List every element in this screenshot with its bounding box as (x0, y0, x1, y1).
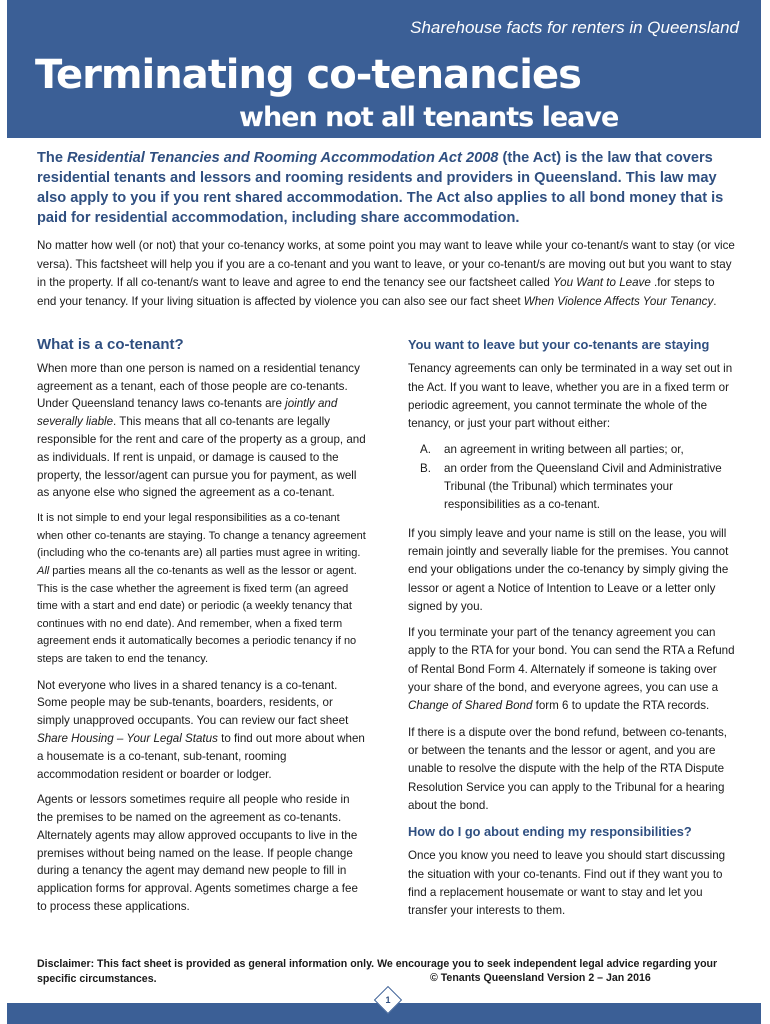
copyright: © Tenants Queensland Version 2 – Jan 2016 (430, 972, 651, 984)
list-item: A. an agreement in writing between all parties; or, (420, 443, 684, 457)
page-subtitle: when not all tenants leave (239, 102, 619, 133)
paragraph: It is not simple to end your legal responsibilities as a co-tenant when other co-tenants are staying. To change a tenancy agreement (including who the co-tenants are) all parties must agree in writing. All parties means all the co-tenants as well as the lessor or agent. This is the case whether the agreement is fixed term (an agreed time with a start and end date) or periodic (a weekly tenancy that continues with no end date). And remember, when a fixed term agreement ends it automatically becomes a periodic tenancy if no steps are taken to end the tenancy. (37, 512, 366, 665)
list-item: B. an order from the Queensland Civil and Administrative Tribunal (the Tribunal) which terminates your responsibilities as a co-tenant. (420, 461, 722, 512)
paragraph: Once you know you need to leave you should start discussing the situation with your co-tenants. Find out if they want you to find a replacement housemate or want to stay and let you transfer your interests to them. (408, 849, 726, 918)
factsheet-ref-violence: When Violence Affects Your Tenancy (523, 294, 714, 308)
lead-paragraph: The Residential Tenancies and Rooming Accommodation Act 2008 (the Act) is the law that covers residential tenants and lessors and rooming residents and providers in Queensland. This law may also apply to you if you rent shared accommodation. The Act also applies to all bond money that is paid for residential accommodation, including share accommodation. (37, 150, 724, 226)
paragraph: If you simply leave and your name is still on the lease, you will remain jointly and severally liable for the premises. You cannot end your obligations under the co-tenancy by simply giving the lessor or agent a Notice of Intention to Leave or a letter only signed by you. (408, 526, 729, 613)
paragraph: If there is a dispute over the bond refund, between co-tenants, or between the tenants and the lessor or agent, and you are unable to resolve the dispute with the help of the RTA Dispute Resolution Service you can apply to the Tribunal for a hearing about the bond. (408, 725, 728, 812)
section-heading-leaving: You want to leave but your co-tenants are staying (408, 337, 710, 352)
section-heading-cotenant: What is a co-tenant? (37, 336, 184, 353)
paragraph: Not everyone who lives in a shared tenancy is a co-tenant. Some people may be sub-tenants, boarders, residents, or simply unapproved occupants. You can review our fact sheet Share Housing – Your Legal Status to find out more about when a housemate is a co-tenant, sub-tenant, rooming accommodation resident or boarder or lodger. (37, 678, 365, 781)
page-title: Terminating co-tenancies (35, 52, 581, 98)
paragraph: When more than one person is named on a residential tenancy agreement as a tenant, each of those people are co-tenants. Under Queensland tenancy laws co-tenants are jointly and severally liable. This means that all co-tenants are legally responsible for the rent and care of the property as a group, and as individuals. If rent is unpaid, or damage is caused to the property, the lessor/agent can pursue you for payment, as well as anyone else who signed the agreement as a co-tenant. (37, 361, 366, 500)
disclaimer: Disclaimer: This fact sheet is provided as general information only. We encourage you to seek independent legal advice regarding your specific circumstances. (37, 958, 718, 985)
paragraph: Tenancy agreements can only be terminated in a way set out in the Act. If you want to leave, whether you are in a fixed term or periodic agreement, you cannot terminate the whole of the tenancy, or just your part without either: (408, 362, 733, 431)
act-name: Residential Tenancies and Rooming Accommodation Act 2008 (67, 150, 499, 166)
section-heading-ending: How do I go about ending my responsibilities? (408, 824, 692, 840)
paragraph: Agents or lessors sometimes require all people who reside in the premises to be named on the agreement as co-tenants. Alternately agents may allow approved occupants to live in the premises without being named on the lease. If people change during a tenancy the agent may demand new people to fill in application forms for approval. Agents sometimes charge a fee to process these applications. (37, 793, 358, 914)
intro-paragraph: No matter how well (or not) that your co-tenancy works, at some point you may want to leave while your co-tenant/s want to stay (or vice versa). This factsheet will help you if you are a co-tenant and you want to leave, or your co-tenant/s are moving out but you want to stay in the property. If all co-tenant/s want to leave and agree to end the tenancy see our factsheet called You Want to Leave .for steps to end your tenancy. If your living situation is affected by violence you can also see our fact sheet When Violence Affects Your Tenancy. (37, 239, 735, 308)
options-list (408, 441, 738, 514)
series-title: Sharehouse facts for renters in Queensland (410, 18, 739, 37)
paragraph: If you terminate your part of the tenancy agreement you can apply to the RTA for your bond. You can send the RTA a Refund of Rental Bond Form 4. Alternately if someone is taking over your share of the bond, and everyone agrees, you can use a Change of Shared Bond form 6 to update the RTA records. (408, 626, 735, 713)
page-number: 1 (374, 986, 402, 1014)
header-banner (7, 0, 761, 138)
left-column (37, 336, 367, 924)
right-column (408, 336, 738, 929)
factsheet-ref-leave: You Want to Leave (553, 276, 651, 290)
